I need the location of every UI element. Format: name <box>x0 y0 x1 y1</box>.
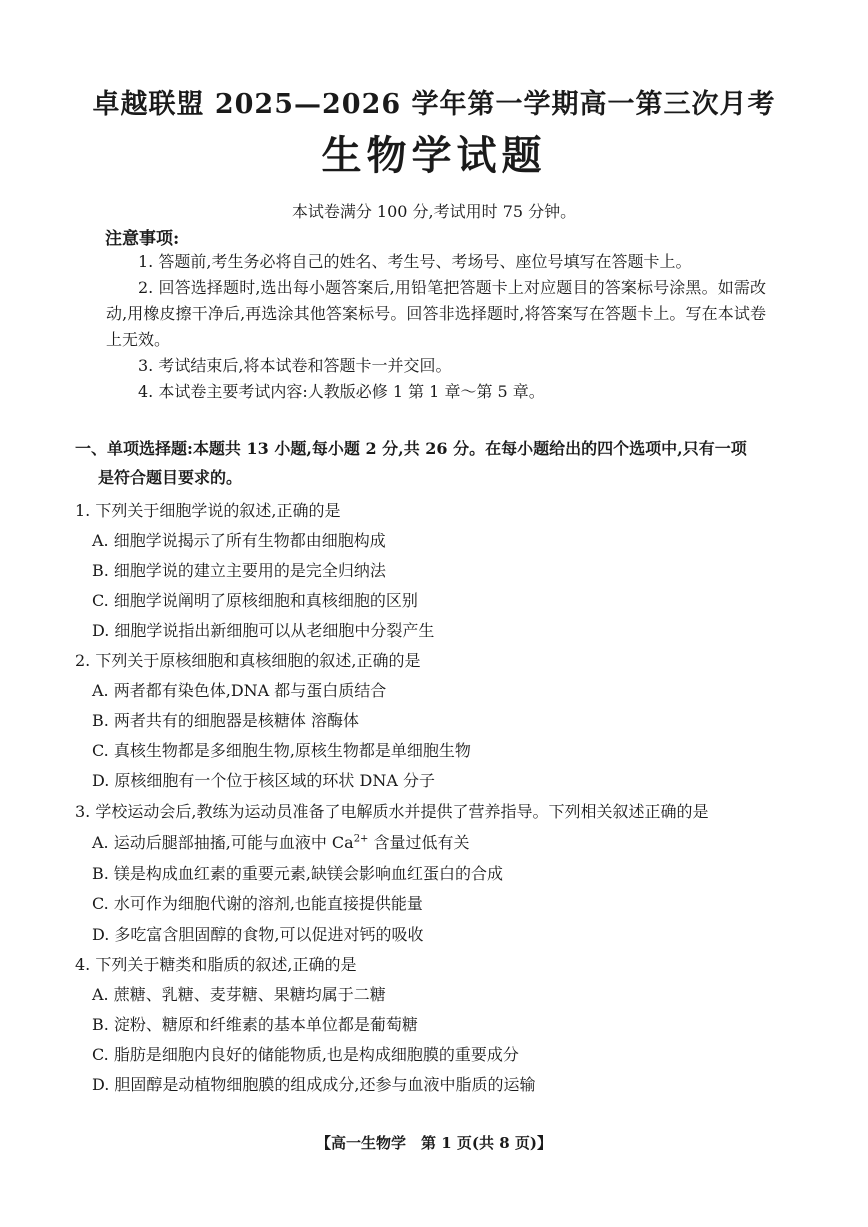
question-option: C. 水可作为细胞代谢的溶剂,也能直接提供能量 <box>92 894 423 913</box>
notice-item: 4. 本试卷主要考试内容:人教版必修 1 第 1 章～第 5 章。 <box>138 382 545 401</box>
section-heading-line2: 是符合题目要求的。 <box>98 468 243 487</box>
question-stem: 2. 下列关于原核细胞和真核细胞的叙述,正确的是 <box>75 651 421 670</box>
ion-charge: 2+ <box>353 833 369 845</box>
question-option: B. 两者共有的细胞器是核糖体 溶酶体 <box>92 711 360 730</box>
question-option: B. 镁是构成血红素的重要元素,缺镁会影响血红蛋白的合成 <box>92 864 504 883</box>
question-stem: 4. 下列关于糖类和脂质的叙述,正确的是 <box>75 955 357 974</box>
question-option: A. 蔗糖、乳糖、麦芽糖、果糖均属于二糖 <box>92 985 386 1004</box>
notice-item: 3. 考试结束后,将本试卷和答题卡一并交回。 <box>138 356 452 375</box>
question-option: B. 淀粉、糖原和纤维素的基本单位都是葡萄糖 <box>92 1015 418 1034</box>
section-heading-line1: 一、单项选择题:本题共 13 小题,每小题 2 分,共 26 分。在每小题给出的四个选项中,只有一项 <box>75 439 747 458</box>
question-stem: 1. 下列关于细胞学说的叙述,正确的是 <box>75 501 341 520</box>
question-option: D. 细胞学说指出新细胞可以从老细胞中分裂产生 <box>92 621 435 640</box>
option-text: A. 运动后腿部抽搐,可能与血液中 Ca <box>92 833 354 852</box>
exam-info: 本试卷满分 100 分,考试用时 75 分钟。 <box>291 202 577 221</box>
option-text-tail: 含量过低有关 <box>368 833 470 852</box>
question-option: A. 两者都有染色体,DNA 都与蛋白质结合 <box>92 681 387 700</box>
question-option: C. 脂肪是细胞内良好的储能物质,也是构成细胞膜的重要成分 <box>92 1045 519 1064</box>
subject-title: 生物学试题 <box>321 132 547 179</box>
question-option: B. 细胞学说的建立主要用的是完全归纳法 <box>92 561 386 580</box>
question-option <box>92 830 470 853</box>
question-option: D. 多吃富含胆固醇的食物,可以促进对钙的吸收 <box>92 925 424 944</box>
notice-item: 2. 回答选择题时,选出每小题答案后,用铅笔把答题卡上对应题目的答案标号涂黑。如需改动,用橡皮擦干净后,再选涂其他答案标号。回答非选择题时,将答案写在答题卡上。写在本试卷上无效。 <box>106 278 766 349</box>
page-footer: 【高一生物学 第 1 页(共 8 页)】 <box>316 1134 552 1152</box>
exam-title: 卓越联盟 2025—2026 学年第一学期高一第三次月考 <box>92 89 776 120</box>
question-option: D. 原核细胞有一个位于核区域的环状 DNA 分子 <box>92 771 435 790</box>
notice-item: 1. 答题前,考生务必将自己的姓名、考生号、考场号、座位号填写在答题卡上。 <box>138 252 692 271</box>
question-stem: 3. 学校运动会后,教练为运动员准备了电解质水并提供了营养指导。下列相关叙述正确的是 <box>75 802 709 821</box>
question-option: D. 胆固醇是动植物细胞膜的组成成分,还参与血液中脂质的运输 <box>92 1075 536 1094</box>
question-option: C. 真核生物都是多细胞生物,原核生物都是单细胞生物 <box>92 741 471 760</box>
section-heading <box>75 434 787 492</box>
question-option: C. 细胞学说阐明了原核细胞和真核细胞的区别 <box>92 591 418 610</box>
question-option: A. 细胞学说揭示了所有生物都由细胞构成 <box>92 531 386 550</box>
notice-heading: 注意事项: <box>105 229 180 249</box>
